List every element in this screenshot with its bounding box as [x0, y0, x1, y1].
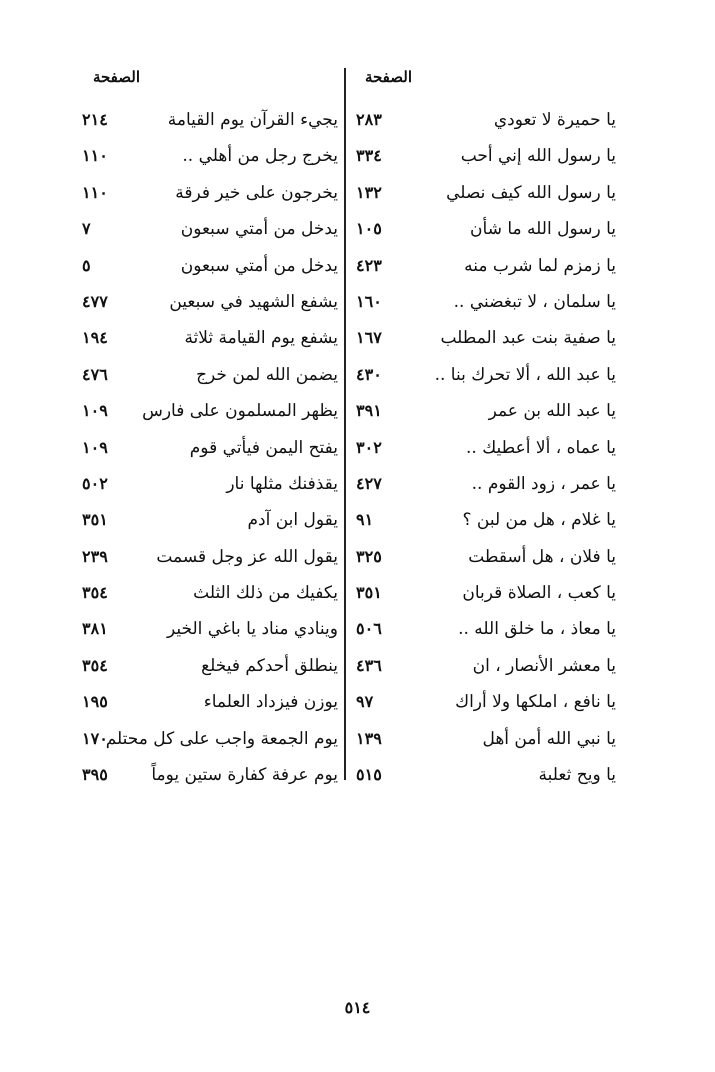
entry-text: يقول الله عز وجل قسمت — [156, 546, 338, 567]
entry-page-number: ١٣٢ — [356, 182, 382, 202]
index-entry — [348, 288, 618, 324]
index-entry — [70, 434, 340, 470]
entry-page-number: ٤٢٧ — [356, 473, 382, 493]
index-entry — [70, 761, 340, 797]
entry-page-number: ٣٥٤ — [82, 583, 108, 603]
index-entry — [70, 215, 340, 251]
index-entry — [70, 688, 340, 724]
entry-page-number: ٣٢٥ — [356, 546, 382, 566]
entry-text: يشفع الشهيد في سبعين — [169, 291, 338, 312]
entry-page-number: ٥١٥ — [356, 765, 382, 785]
entry-page-number: ١٩٤ — [82, 328, 108, 348]
entry-page-number: ٣٣٤ — [356, 146, 382, 166]
index-entry — [348, 397, 618, 433]
entry-page-number: ٢١٤ — [82, 110, 108, 129]
entry-page-number: ٣٠٢ — [356, 437, 382, 457]
index-entry — [70, 543, 340, 579]
index-entry — [70, 579, 340, 615]
index-entry — [70, 506, 340, 542]
entry-text: يا عمر ، زود القوم .. — [471, 473, 616, 494]
entry-text: يدخل من أمتي سبعون — [180, 255, 338, 276]
entry-page-number: ١٣٩ — [356, 728, 382, 748]
entry-text: يا عبد الله بن عمر — [488, 401, 616, 422]
index-entry — [348, 761, 618, 797]
index-entry — [70, 324, 340, 360]
entry-text: يا عبد الله ، ألا تحرك بنا .. — [434, 364, 616, 385]
entry-text: يا معشر الأنصار ، ان — [472, 655, 616, 676]
index-entry — [70, 142, 340, 178]
index-entry — [348, 179, 618, 215]
entry-text: يضمن الله لمن خرج — [196, 364, 338, 385]
entry-page-number: ٤٧٦ — [82, 364, 108, 384]
entry-text: يخرجون على خير فرقة — [175, 182, 338, 203]
entry-text: يقذفنك مثلها نار — [226, 473, 338, 494]
index-entry — [348, 725, 618, 761]
entry-page-number: ٣٨١ — [82, 619, 108, 639]
index-entry — [70, 397, 340, 433]
entry-page-number: ٤٣٠ — [356, 364, 382, 384]
entry-text: يشفع يوم القيامة ثلاثة — [184, 328, 338, 349]
entry-text: يخرج رجل من أهلي .. — [182, 146, 338, 167]
index-entry — [348, 106, 618, 142]
entry-text: يفتح اليمن فيأتي قوم — [189, 437, 338, 458]
entry-page-number: ٣٥١ — [82, 510, 108, 530]
column-divider — [344, 68, 346, 780]
entry-text: يجيء القرآن يوم القيامة — [167, 110, 338, 130]
entry-page-number: ١٦٧ — [356, 328, 382, 348]
index-entry — [70, 361, 340, 397]
entry-text: يا نافع ، املكها ولا أراك — [455, 692, 616, 713]
entry-page-number: ١٠٩ — [82, 401, 108, 421]
entry-page-number: ١٧٠ — [82, 728, 108, 748]
entry-text: يقول ابن آدم — [247, 510, 338, 531]
entry-text: يا كعب ، الصلاة قربان — [462, 583, 616, 604]
entry-text: يا صفية بنت عبد المطلب — [440, 328, 616, 349]
entry-page-number: ٣٩١ — [356, 401, 382, 421]
entry-page-number: ٧ — [82, 219, 91, 239]
index-entry — [348, 252, 618, 288]
right-column-header: الصفحة — [364, 68, 412, 86]
index-entry — [348, 579, 618, 615]
entry-text: يوم الجمعة واجب على كل محتلم — [105, 728, 338, 749]
entry-text: يوزن فيزداد العلماء — [203, 692, 338, 713]
entry-text: يا عماه ، ألا أعطيك .. — [466, 437, 616, 458]
index-entry — [348, 434, 618, 470]
left-column — [70, 0, 340, 800]
entry-text: يدخل من أمتي سبعون — [180, 219, 338, 240]
entry-page-number: ٤٢٣ — [356, 255, 382, 275]
entry-text: يا نبي الله أمن أهل — [482, 728, 616, 749]
left-column-header: الصفحة — [92, 68, 140, 86]
page-number: ٥١٤ — [344, 998, 371, 1017]
left-column-rows — [70, 106, 340, 797]
entry-page-number: ٥ — [82, 255, 91, 275]
right-column-rows — [348, 106, 618, 797]
entry-text: يا رسول الله ما شأن — [470, 219, 616, 240]
index-entry — [348, 688, 618, 724]
index-entry — [348, 324, 618, 360]
index-entry — [348, 215, 618, 251]
entry-page-number: ٣٥١ — [356, 583, 382, 603]
entry-text: يا ويح ثعلبة — [538, 765, 616, 786]
entry-page-number: ٢٨٣ — [356, 110, 382, 129]
entry-text: وينادي مناد يا باغي الخير — [167, 619, 338, 640]
index-entry — [70, 179, 340, 215]
index-entry — [70, 288, 340, 324]
right-column — [348, 0, 618, 800]
entry-page-number: ٣٩٥ — [82, 765, 108, 785]
index-entry — [70, 106, 340, 142]
entry-page-number: ٥٠٢ — [82, 473, 108, 493]
index-entry — [348, 361, 618, 397]
index-entry — [348, 470, 618, 506]
entry-text: يا رسول الله كيف نصلي — [446, 182, 616, 203]
entry-text: ينطلق أحدكم فيخلع — [201, 655, 338, 676]
index-entry — [348, 615, 618, 651]
entry-page-number: ٤٧٧ — [82, 291, 108, 311]
entry-text: يكفيك من ذلك الثلث — [193, 583, 338, 604]
entry-text: يظهر المسلمون على فارس — [142, 401, 338, 422]
entry-page-number: ١٦٠ — [356, 291, 382, 311]
index-entry — [348, 543, 618, 579]
entry-text: يا فلان ، هل أسقطت — [468, 546, 616, 567]
entry-page-number: ١٠٥ — [356, 219, 382, 239]
index-entry — [348, 506, 618, 542]
entry-text: يا زمزم لما شرب منه — [464, 255, 616, 276]
entry-text: يا حميرة لا تعودي — [493, 110, 616, 130]
entry-page-number: ١١٠ — [82, 146, 108, 166]
entry-text: يا سلمان ، لا تبغضني .. — [453, 291, 616, 312]
entry-page-number: ٩١ — [356, 510, 374, 530]
entry-text: يوم عرفة كفارة ستين يوماً — [151, 765, 338, 786]
index-entry — [348, 142, 618, 178]
entry-page-number: ١٩٥ — [82, 692, 108, 712]
entry-page-number: ٤٣٦ — [356, 655, 382, 675]
index-entry — [348, 652, 618, 688]
entry-page-number: ١٠٩ — [82, 437, 108, 457]
entry-text: يا معاذ ، ما خلق الله .. — [458, 619, 616, 640]
entry-page-number: ٥٠٦ — [356, 619, 382, 639]
index-entry — [70, 725, 340, 761]
entry-page-number: ٩٧ — [356, 692, 374, 712]
entry-text: يا غلام ، هل من لبن ؟ — [462, 510, 616, 531]
entry-page-number: ٢٣٩ — [82, 546, 108, 566]
index-entry — [70, 470, 340, 506]
entry-text: يا رسول الله إني أحب — [460, 146, 616, 167]
index-entry — [70, 652, 340, 688]
entry-page-number: ١١٠ — [82, 182, 108, 202]
entry-page-number: ٣٥٤ — [82, 655, 108, 675]
index-entry — [70, 252, 340, 288]
index-entry — [70, 615, 340, 651]
